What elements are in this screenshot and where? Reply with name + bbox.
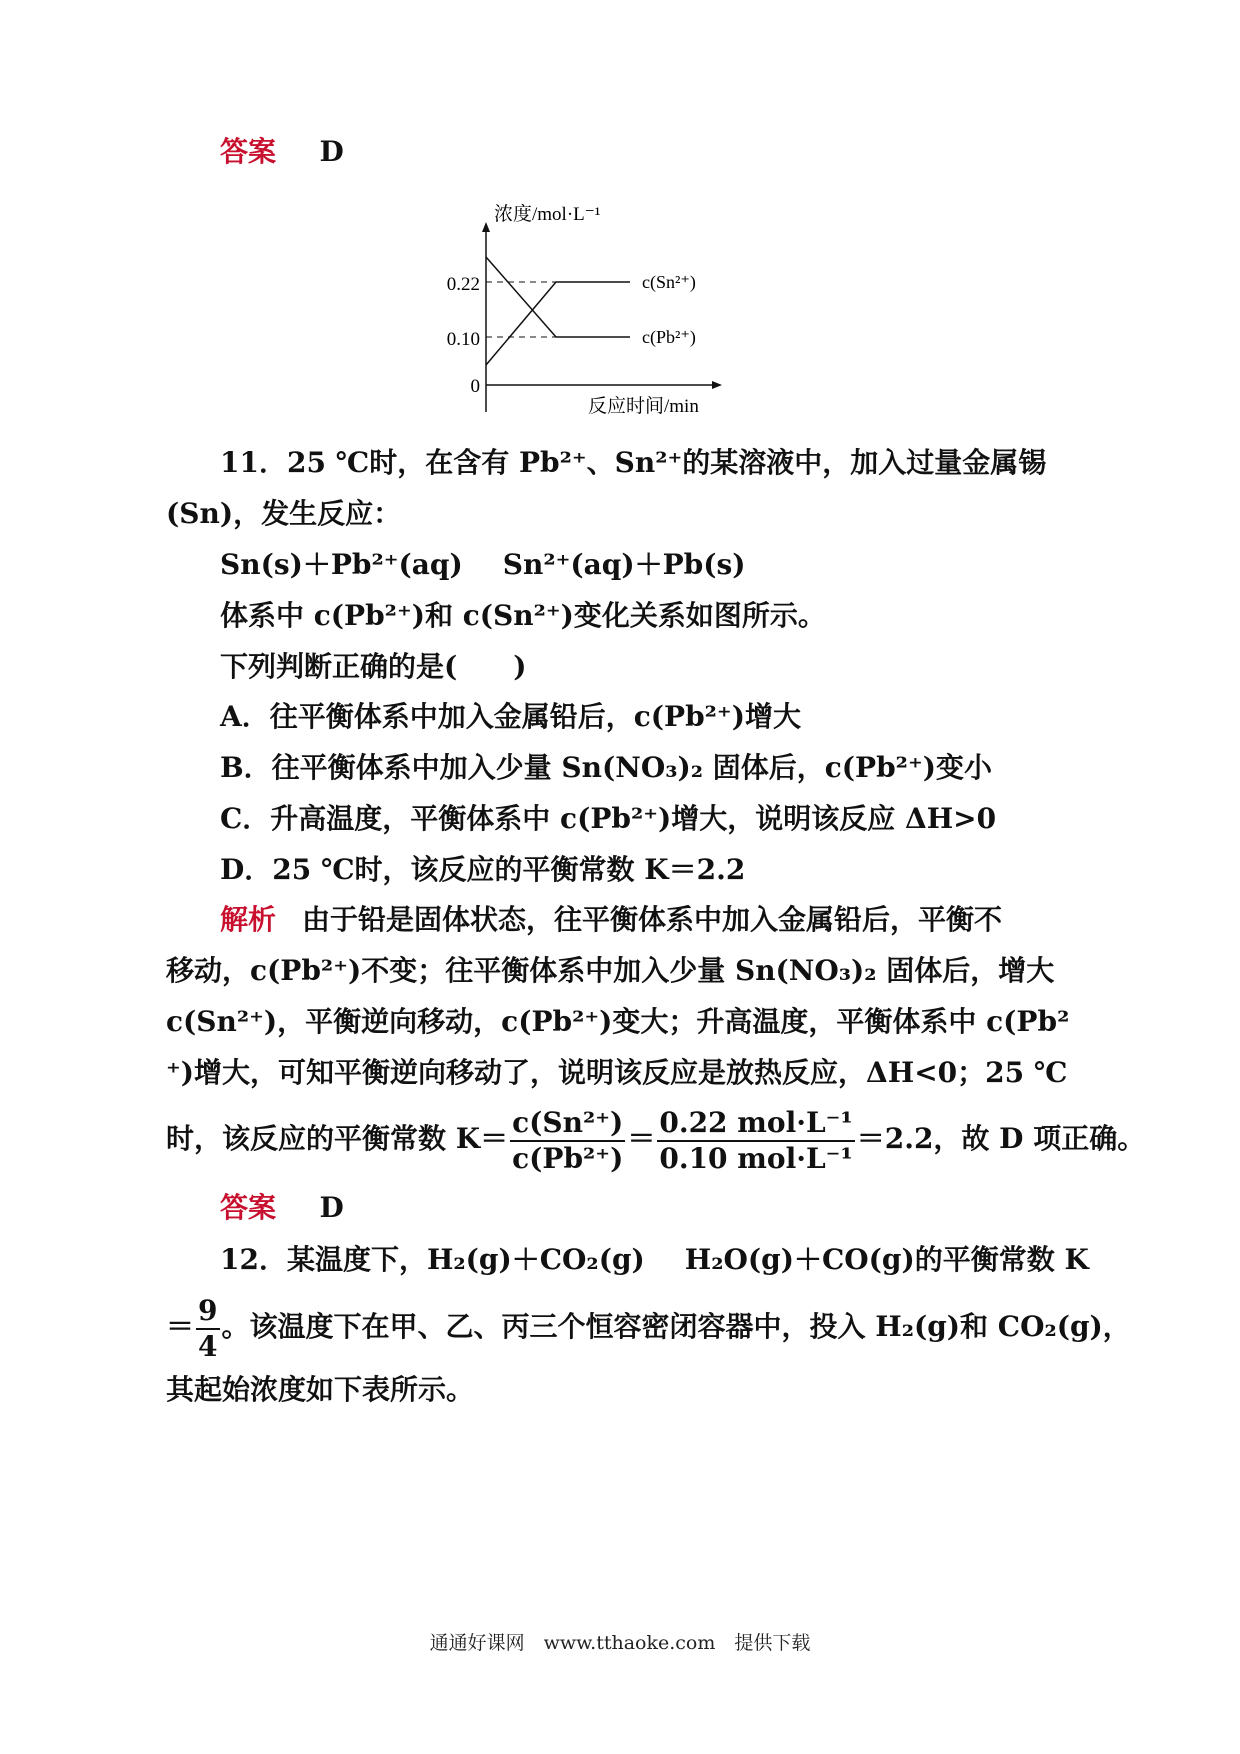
series-label-sn: c(Sn²⁺) xyxy=(642,272,696,292)
answer11-value: D xyxy=(319,1191,344,1224)
eq-left: Sn(s)＋Pb²⁺(aq) xyxy=(220,548,463,581)
q11-option-a: A．往平衡体系中加入金属铅后，c(Pb²⁺)增大 xyxy=(220,700,801,733)
frac2-num: 0.22 mol·L⁻¹ xyxy=(657,1106,854,1142)
y-axis-label: 浓度/mol·L⁻¹ xyxy=(494,204,601,225)
q11-equation xyxy=(220,545,745,585)
y-axis-arrow xyxy=(482,222,490,232)
series-sn xyxy=(486,282,630,365)
q12-line2 xyxy=(166,1292,1131,1364)
q11-stem-line4: 下列判断正确的是( ) xyxy=(220,650,527,683)
frac1-den: c(Pb²⁺) xyxy=(512,1141,624,1175)
q11-stem-line1: 11．25 ℃时，在含有 Pb²⁺、Sn²⁺的某溶液中，加入过量金属锡 xyxy=(220,446,1047,479)
q12-l2-pre: ＝ xyxy=(166,1310,195,1343)
fraction-values xyxy=(657,1106,854,1176)
frac-4: 4 xyxy=(198,1329,218,1363)
q11-stem-line2: (Sn)，发生反应： xyxy=(166,497,402,530)
q11-option-b: B．往平衡体系中加入少量 Sn(NO₃)₂ 固体后，c(Pb²⁺)变小 xyxy=(220,751,992,784)
concentration-time-chart xyxy=(446,204,750,430)
q11-option-c: C．升高温度，平衡体系中 c(Pb²⁺)增大，说明该反应 ΔH>0 xyxy=(220,802,997,835)
answer-label: 答案 xyxy=(220,135,277,168)
prev-answer xyxy=(220,132,344,172)
q12-l1-right: H₂O(g)＋CO(g)的平衡常数 K xyxy=(684,1243,1089,1276)
x-axis-arrow xyxy=(712,381,722,389)
series-pb xyxy=(486,257,630,337)
q12-line3: 其起始浓度如下表所示。 xyxy=(166,1373,475,1406)
analysis-text1: 由于铅是固体状态，往平衡体系中加入金属铅后，平衡不 xyxy=(302,903,1003,936)
series-label-pb: c(Pb²⁺) xyxy=(642,327,696,347)
page-footer: 通通好课网 www.tthaoke.com 提供下载 xyxy=(429,1632,811,1654)
frac-9: 9 xyxy=(196,1294,219,1330)
q11-answer xyxy=(220,1188,344,1228)
tick-0: 0 xyxy=(470,376,480,397)
answer-value: D xyxy=(319,135,344,168)
analysis-line2: 移动，c(Pb²⁺)不变；往平衡体系中加入少量 Sn(NO₃)₂ 固体后，增大 xyxy=(166,954,1055,987)
analysis-line5: 时，该反应的平衡常数 K＝ $\frac{\text{c(Sn²⁺)}}{\text{c(Pb²⁺)}}$ ＝ $\frac{\text{0.22 mol·L⁻¹}}{\text{0.10 mol·L⁻¹}}$ ＝2.2，故 D 项正确。 xyxy=(166,1105,1146,1175)
frac1-num: c(Sn²⁺) xyxy=(510,1106,625,1142)
analysis-l5-pre: 时，该反应的平衡常数 K＝ xyxy=(166,1122,509,1155)
eq-right: Sn²⁺(aq)＋Pb(s) xyxy=(502,548,746,581)
tick-022: 0.22 xyxy=(446,274,480,295)
fraction-9-4 xyxy=(196,1294,219,1364)
q11-option-d: D．25 ℃时，该反应的平衡常数 K＝2.2 xyxy=(220,853,746,886)
q12-line1 xyxy=(220,1240,1089,1280)
analysis-line4: ⁺)增大，可知平衡逆向移动了，说明该反应是放热反应，ΔH<0；25 ℃ xyxy=(166,1056,1068,1089)
analysis-l5-post: ＝2.2，故 D 项正确。 xyxy=(856,1122,1146,1155)
answer11-label: 答案 xyxy=(220,1191,277,1224)
analysis-line1 xyxy=(220,900,1002,940)
x-axis-label: 反应时间/min xyxy=(588,396,699,417)
analysis-label: 解析 xyxy=(220,903,277,936)
q12-l1-left: 12．某温度下，H₂(g)＋CO₂(g) xyxy=(220,1243,645,1276)
tick-010: 0.10 xyxy=(446,329,480,350)
fraction-c xyxy=(510,1106,625,1176)
analysis-line3: c(Sn²⁺)，平衡逆向移动，c(Pb²⁺)变大；升高温度，平衡体系中 c(Pb² xyxy=(166,1005,1070,1038)
q11-stem-line3: 体系中 c(Pb²⁺)和 c(Sn²⁺)变化关系如图所示。 xyxy=(220,599,826,632)
q12-l2-post: 。该温度下在甲、乙、丙三个恒容密闭容器中，投入 H₂(g)和 CO₂(g)， xyxy=(221,1310,1131,1343)
frac2-den: 0.10 mol·L⁻¹ xyxy=(659,1141,853,1175)
